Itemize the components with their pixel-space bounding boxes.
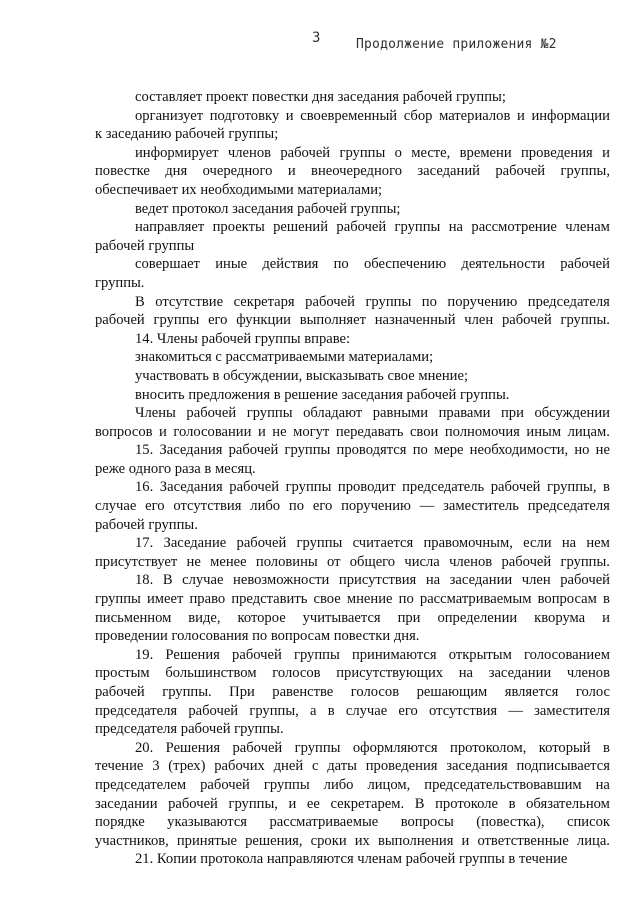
word: отсутствия [429, 702, 498, 719]
word: принятые [176, 832, 237, 849]
text-line [95, 497, 610, 516]
word: обязательном [526, 795, 610, 812]
text-line: председателя рабочей группы. [95, 721, 284, 738]
word: секретарем. [330, 795, 405, 812]
word: случае [95, 498, 137, 515]
word: Решения [165, 739, 221, 756]
word: председателя [527, 498, 610, 515]
word: ответственные [477, 832, 569, 849]
word: либо [250, 498, 281, 515]
word: дня [165, 163, 188, 180]
text-line [95, 404, 610, 423]
word: в [327, 702, 335, 719]
word: указываются [167, 814, 248, 831]
text-line: группы. [95, 274, 145, 291]
text-line [95, 683, 610, 702]
word: в [603, 739, 610, 756]
word: учитывается [302, 609, 381, 626]
word: группы. [560, 312, 610, 329]
word: дней [273, 758, 304, 775]
word: 17. [135, 535, 154, 552]
word: либо [323, 776, 354, 793]
word: заседании [488, 665, 552, 682]
text-line: рабочей группы. [95, 516, 198, 533]
text-line [95, 590, 610, 609]
word: рабочей [95, 312, 145, 329]
word: на [561, 535, 577, 552]
word: по [333, 256, 349, 273]
word: членов [227, 144, 272, 161]
text-line: к заседанию рабочей группы; [95, 126, 279, 143]
word: В [162, 572, 173, 589]
word: группы [296, 535, 343, 552]
word: отсутствие [155, 293, 224, 310]
word: проводит [337, 479, 396, 496]
word: рабочей [232, 739, 283, 756]
text-line [95, 757, 610, 776]
word: представить [231, 591, 308, 608]
word: рассматриваемым [419, 591, 532, 608]
word: рабочей [95, 684, 145, 700]
word: полномочия [444, 423, 520, 440]
word: выполнения [377, 832, 454, 849]
word: рабочей [168, 795, 218, 812]
word: группы [293, 646, 340, 663]
word: деятельности [461, 256, 545, 273]
text-line: обеспечивает их необходимыми материалами; [95, 181, 383, 198]
word: считается [352, 535, 414, 552]
word: председателем [95, 776, 187, 793]
word: сроки [310, 832, 347, 849]
word: числа [404, 553, 440, 570]
word: 16. [135, 479, 154, 496]
word: 20. [135, 739, 154, 756]
text-line [95, 107, 610, 126]
word: группы [339, 144, 386, 161]
word: иным [526, 423, 562, 440]
word: обсуждении [534, 405, 610, 422]
word: лицом, [367, 776, 411, 793]
word: и [602, 144, 610, 161]
text-line: знакомиться с рассматриваемыми материалами; [135, 349, 434, 366]
word: определении [437, 609, 518, 626]
word: рабочей [560, 572, 610, 589]
text-line [95, 776, 610, 795]
word: рабочей [490, 479, 541, 496]
word: простым [95, 665, 150, 682]
word: вопросы [400, 814, 454, 831]
word: при [500, 405, 524, 422]
word: не [595, 442, 610, 459]
word: и [257, 423, 266, 440]
word: секретаря [233, 293, 295, 310]
word: свое [313, 591, 341, 608]
text-line [95, 664, 610, 683]
word: (повестка), [476, 814, 545, 831]
word: если [523, 535, 552, 552]
word: правомочным, [423, 535, 513, 552]
text-line [95, 553, 610, 572]
word: даты [327, 758, 357, 775]
word: группы, [249, 702, 299, 719]
word: рабочей [200, 776, 250, 793]
word: действия [262, 256, 319, 273]
text-line: реже одного раза в месяц. [95, 460, 256, 477]
word: виде, [188, 609, 221, 626]
word: проекты [212, 219, 265, 236]
word: месте, [411, 144, 451, 161]
word: совершает [135, 256, 200, 273]
word: голос [575, 684, 610, 700]
word: подписывается [516, 758, 610, 775]
word: случае [345, 702, 388, 719]
word: и [602, 609, 610, 626]
word: половины [255, 553, 318, 570]
word: ее [306, 795, 320, 812]
text-line [95, 255, 610, 274]
word: заместителя [534, 702, 610, 719]
word: рабочей [501, 312, 552, 329]
word: но [574, 442, 590, 459]
word: и [516, 107, 525, 124]
word: о [394, 144, 402, 161]
word: голосов [350, 684, 400, 700]
word: группы, [560, 163, 610, 180]
word: член [464, 312, 494, 329]
word: которое [237, 609, 286, 626]
word: необходимости, [469, 442, 569, 459]
text-line [95, 293, 610, 312]
text-line [95, 534, 610, 553]
word: его [398, 702, 418, 719]
word: Заседания [159, 479, 223, 496]
word: в [602, 591, 610, 608]
word: правами [438, 405, 491, 422]
text-line [95, 441, 610, 460]
word: 15. [135, 442, 154, 459]
word: материалов [439, 107, 511, 124]
word: выполняет [299, 312, 366, 329]
word: проведения [521, 144, 593, 161]
text-line [95, 813, 610, 832]
word: группы [263, 776, 310, 793]
word: (трех) [168, 758, 206, 775]
word: рабочей [495, 163, 546, 180]
word: внеочередного [311, 163, 402, 180]
word: — [508, 702, 523, 719]
word: рабочей [336, 219, 387, 236]
word: нем [586, 535, 610, 552]
word: передавать [335, 423, 404, 440]
text-line: составляет проект повестки дня заседания рабочей группы; [135, 89, 506, 105]
word: времени [459, 144, 512, 161]
text-line [95, 646, 610, 665]
word: вопросам [537, 591, 597, 608]
word: его [145, 498, 165, 515]
word: оформляются [352, 739, 438, 756]
word: равными [372, 405, 429, 422]
word: иные [215, 256, 248, 273]
page-number: 3 [312, 30, 321, 46]
word: мнение [346, 591, 393, 608]
word: группы, [228, 795, 278, 812]
word: голосовании [173, 423, 252, 440]
word: Члены [135, 405, 176, 422]
word: открытым [448, 646, 512, 663]
word: информирует [135, 144, 219, 161]
text-line [95, 739, 610, 758]
word: на [458, 665, 474, 682]
word: отсутствия [173, 498, 242, 515]
word: принимаются [351, 646, 437, 663]
word: рабочей [560, 256, 610, 273]
word: общего [349, 553, 396, 570]
word: Заседания [159, 442, 223, 459]
word: проведения [365, 758, 438, 775]
word: организует [135, 107, 204, 124]
word: менее [210, 553, 247, 570]
word: вопросов [95, 423, 153, 440]
word: голосованием [524, 646, 610, 663]
word: председатель [402, 479, 485, 496]
text-line [95, 423, 610, 442]
word: заместитель [443, 498, 519, 515]
word: рабочей [305, 293, 355, 310]
word: группы. [560, 553, 610, 570]
word: протоколе [435, 795, 499, 812]
word: на [595, 776, 610, 793]
word: председательствовавшим [424, 776, 582, 793]
word: решающим [416, 684, 488, 700]
text-line [95, 571, 610, 590]
word: В [135, 293, 145, 310]
word: равенстве [272, 684, 334, 700]
word: Решения [165, 646, 220, 663]
word: рабочей [501, 553, 552, 570]
word: протоколом, [450, 739, 527, 756]
word: от [326, 553, 341, 570]
word: заседания [446, 758, 508, 775]
word: письменном [95, 609, 172, 626]
word: сбор [403, 107, 433, 124]
word: и [288, 795, 297, 812]
word: группы [294, 739, 341, 756]
word: который [538, 739, 591, 756]
word: своевременный [300, 107, 398, 124]
word: рабочей [188, 702, 239, 719]
word: решений [273, 219, 329, 236]
word: группы [153, 312, 200, 329]
word: случае [182, 572, 224, 589]
word: не [272, 423, 287, 440]
word: на [425, 572, 441, 589]
word: присутствующих [336, 665, 444, 682]
word: течение [95, 758, 144, 775]
word: в [508, 795, 516, 812]
text-line [95, 144, 610, 163]
word: Заседание [163, 535, 227, 552]
document-body [95, 88, 610, 869]
word: по [412, 442, 428, 459]
text-line: рабочей группы [95, 237, 195, 254]
word: рабочей [228, 442, 279, 459]
text-line: 14. Члены рабочей группы вправе: [135, 330, 351, 347]
word: рабочей [280, 144, 331, 161]
text-line [95, 478, 610, 497]
text-line [95, 311, 610, 330]
word: является [504, 684, 559, 700]
word: председателя [95, 702, 178, 719]
word: рабочей [232, 646, 282, 663]
word: обладают [303, 405, 363, 422]
word: а [310, 702, 317, 719]
word: председателя [527, 293, 610, 310]
word: не [186, 553, 201, 570]
word: свои [409, 423, 439, 440]
word: по [421, 293, 437, 310]
word: группы, [547, 479, 597, 496]
text-line [95, 609, 610, 628]
word: направляет [135, 219, 205, 236]
word: и [461, 832, 470, 849]
word: рассмотрение [471, 219, 557, 236]
word: и [287, 163, 296, 180]
word: 3 [152, 758, 160, 775]
word: функции [236, 312, 291, 329]
word: порядке [95, 814, 145, 831]
word: рабочей [229, 479, 280, 496]
word: голосов [272, 665, 321, 682]
word: кворума [534, 609, 586, 626]
text-line [95, 162, 610, 181]
word: его [208, 312, 228, 329]
word: по [288, 498, 305, 515]
word: рабочей [236, 535, 287, 552]
word: заседании [95, 795, 158, 812]
word: группы [246, 405, 293, 422]
word: проводятся [336, 442, 407, 459]
word: назначенный [374, 312, 456, 329]
text-line: проведении голосования по вопросам повестки дня. [95, 628, 420, 645]
word: группы [284, 442, 331, 459]
word: рассматриваемые [269, 814, 379, 831]
text-line [95, 218, 610, 237]
word: присутствует [95, 553, 178, 570]
word: информации [531, 107, 610, 124]
word: группы. [162, 684, 212, 700]
word: заседании [449, 572, 513, 589]
word: большинством [165, 665, 257, 682]
word: повестке [95, 163, 150, 180]
word: лица. [576, 832, 610, 849]
word: рабочих [214, 758, 265, 775]
word: имеет [146, 591, 184, 608]
text-line [95, 702, 610, 721]
word: 19. [135, 646, 154, 663]
word: с [311, 758, 319, 775]
word: его [312, 498, 333, 515]
word: право [189, 591, 226, 608]
word: при [397, 609, 421, 626]
word: их [354, 832, 370, 849]
word: рабочей [186, 405, 237, 422]
word: и [285, 107, 294, 124]
word: подготовку [209, 107, 280, 124]
word: членов [449, 553, 493, 570]
word: группы [95, 591, 141, 608]
word: поручению [341, 498, 411, 515]
text-line: вносить предложения в решение заседания рабочей группы. [135, 386, 510, 403]
word: на [448, 219, 464, 236]
word: — [419, 498, 435, 515]
text-line: участвовать в обсуждении, высказывать свое мнение; [135, 367, 469, 384]
word: очередного [202, 163, 273, 180]
appendix-continuation-title: Продолжение приложения №2 [356, 37, 557, 52]
word: по [398, 591, 414, 608]
text-line: 21. Копии протокола направляются членам рабочей группы в течение [135, 851, 568, 868]
word: группы [365, 293, 412, 310]
word: присутствия [338, 572, 417, 589]
word: поручению [447, 293, 518, 310]
word: обеспечению [364, 256, 447, 273]
word: невозможности [233, 572, 330, 589]
word: в [603, 479, 610, 496]
text-line: ведет протокол заседания рабочей группы; [135, 200, 401, 217]
word: В [414, 795, 425, 812]
word: и [159, 423, 167, 440]
word: список [567, 814, 610, 831]
word: При [229, 684, 255, 700]
word: решения, [245, 832, 303, 849]
word: 18. [135, 572, 154, 589]
text-line [95, 832, 610, 851]
word: член [521, 572, 551, 589]
word: лицам. [567, 423, 610, 440]
word: участников, [95, 832, 169, 849]
word: группы [394, 219, 441, 236]
word: членов [566, 665, 610, 682]
word: группы [285, 479, 332, 496]
text-line [95, 795, 610, 814]
word: членам [565, 219, 610, 236]
word: заседаний [417, 163, 480, 180]
word: мере [433, 442, 464, 459]
word: могут [293, 423, 330, 440]
